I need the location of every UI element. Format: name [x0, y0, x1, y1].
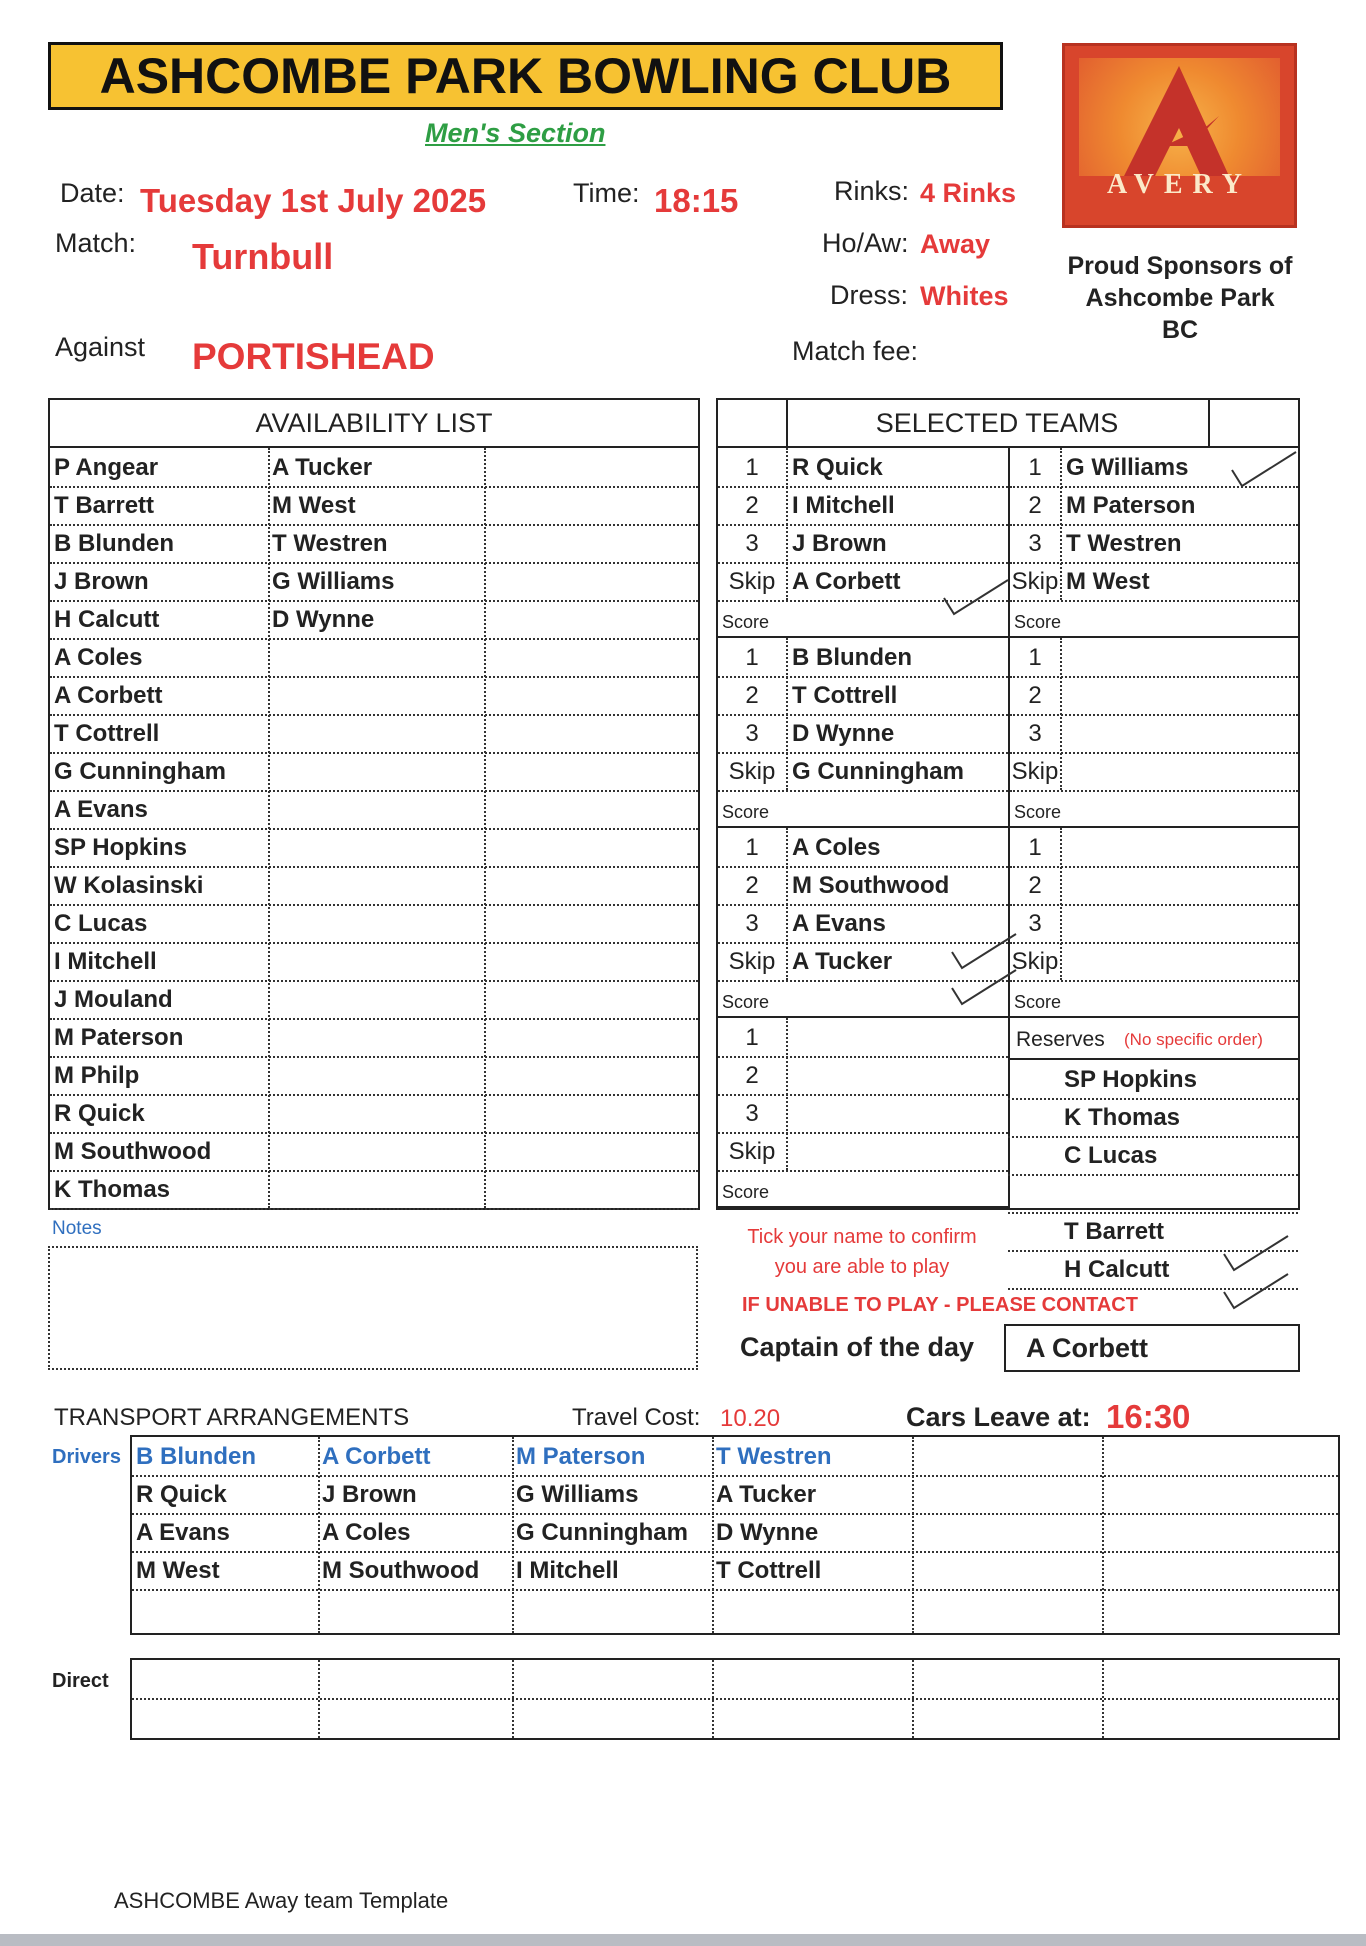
- player-name[interactable]: [1062, 942, 1298, 980]
- availability-name[interactable]: T Barrett: [54, 492, 155, 519]
- player-name[interactable]: [1062, 638, 1298, 676]
- check-icon: [1230, 448, 1300, 497]
- availability-name[interactable]: T Westren: [272, 530, 388, 557]
- player-name[interactable]: A Tucker: [792, 948, 893, 975]
- availability-title: AVAILABILITY LIST: [255, 408, 493, 438]
- availability-name[interactable]: G Cunningham: [54, 758, 226, 785]
- availability-row: [50, 714, 698, 754]
- position-label: 2: [745, 872, 759, 899]
- position-label: 1: [745, 644, 759, 671]
- position-label: 1: [745, 454, 759, 481]
- rinks-value: 4 Rinks: [920, 178, 1017, 208]
- passenger-name[interactable]: G Cunningham: [516, 1519, 688, 1546]
- availability-name[interactable]: [268, 714, 484, 752]
- team-position-row: [718, 1056, 1008, 1096]
- availability-name[interactable]: [268, 980, 484, 1018]
- availability-row: [50, 524, 698, 564]
- passenger-name[interactable]: [1102, 1551, 1338, 1589]
- availability-name[interactable]: [484, 828, 698, 866]
- player-name[interactable]: [788, 1094, 1008, 1132]
- team-position-row: [1010, 524, 1298, 564]
- position-label: Skip: [728, 758, 776, 785]
- availability-row: [50, 752, 698, 792]
- score-label: Score: [722, 802, 770, 822]
- position-label: 3: [745, 530, 759, 557]
- team-position-row: [718, 676, 1008, 716]
- availability-name[interactable]: J Mouland: [54, 986, 173, 1013]
- availability-name[interactable]: A Evans: [54, 796, 148, 823]
- availability-name[interactable]: R Quick: [54, 1100, 145, 1127]
- availability-name[interactable]: [268, 752, 484, 790]
- player-name[interactable]: [788, 1132, 1008, 1170]
- rinks-label: Rinks:: [834, 176, 910, 206]
- availability-name[interactable]: [484, 1094, 698, 1132]
- position-label: Skip: [728, 568, 776, 595]
- team-position-row: [718, 866, 1008, 906]
- team-position-row: [1010, 714, 1298, 754]
- passenger-name[interactable]: A Tucker: [716, 1481, 817, 1508]
- availability-table: [48, 398, 700, 1210]
- player-name[interactable]: D Wynne: [792, 720, 895, 747]
- availability-name[interactable]: [268, 866, 484, 904]
- team-position-row: [718, 714, 1008, 754]
- availability-row: [50, 1056, 698, 1096]
- cars-leave-value: 16:30: [1106, 1398, 1191, 1435]
- availability-name[interactable]: [484, 638, 698, 676]
- availability-row: [50, 1132, 698, 1172]
- availability-name[interactable]: [484, 714, 698, 752]
- availability-name[interactable]: D Wynne: [272, 606, 375, 633]
- team-position-row: [718, 752, 1008, 792]
- player-name[interactable]: M West: [1066, 568, 1150, 595]
- direct-row: [132, 1660, 1338, 1700]
- direct-row: [132, 1698, 1338, 1736]
- availability-name[interactable]: M Philp: [54, 1062, 140, 1089]
- team-position-row: [718, 1094, 1008, 1134]
- team-position-row: [1010, 562, 1298, 602]
- passenger-name[interactable]: [318, 1589, 512, 1627]
- team-position-row: [1010, 942, 1298, 982]
- position-label: Skip: [1011, 948, 1059, 975]
- availability-name[interactable]: [268, 904, 484, 942]
- position-label: Skip: [1011, 568, 1059, 595]
- hoaw-value: Away: [920, 229, 991, 259]
- team-position-row: [1010, 828, 1298, 868]
- player-name[interactable]: A Coles: [792, 834, 881, 861]
- passenger-name[interactable]: [912, 1589, 1102, 1627]
- availability-name[interactable]: M Southwood: [54, 1138, 212, 1165]
- travel-cost-label: Travel Cost:: [572, 1404, 701, 1431]
- availability-row: [50, 866, 698, 906]
- driver-name[interactable]: [1102, 1437, 1338, 1475]
- position-label: 1: [1028, 834, 1042, 861]
- player-name[interactable]: G Williams: [1066, 454, 1189, 481]
- club-title: ASHCOMBE PARK BOWLING CLUB: [48, 42, 1003, 110]
- availability-name[interactable]: I Mitchell: [54, 948, 157, 975]
- notes-box[interactable]: [48, 1246, 698, 1370]
- availability-name[interactable]: [484, 904, 698, 942]
- transport-title: TRANSPORT ARRANGEMENTS: [54, 1404, 410, 1431]
- player-name[interactable]: R Quick: [792, 454, 883, 481]
- date-label: Date:: [60, 178, 125, 208]
- passenger-name[interactable]: R Quick: [136, 1481, 227, 1508]
- reserve-name[interactable]: T Barrett: [1064, 1218, 1165, 1245]
- driver-name[interactable]: T Westren: [716, 1443, 832, 1470]
- reserve-name[interactable]: SP Hopkins: [1064, 1066, 1197, 1093]
- section-title: Men's Section: [425, 118, 606, 148]
- check-icon: [942, 576, 1012, 625]
- team-position-row: [1010, 866, 1298, 906]
- availability-name[interactable]: [268, 1056, 484, 1094]
- availability-name[interactable]: K Thomas: [54, 1176, 171, 1203]
- availability-name[interactable]: [484, 448, 698, 486]
- team-position-row: [1010, 904, 1298, 944]
- reserve-name[interactable]: K Thomas: [1064, 1104, 1181, 1131]
- availability-name[interactable]: [484, 562, 698, 600]
- captain-label: Captain of the day: [740, 1332, 975, 1362]
- avery-logo: [1062, 43, 1297, 228]
- passenger-name[interactable]: G Williams: [516, 1481, 639, 1508]
- player-name[interactable]: J Brown: [792, 530, 887, 557]
- position-label: 2: [745, 1062, 759, 1089]
- availability-row: [50, 1094, 698, 1134]
- match-value: Turnbull: [192, 236, 334, 277]
- reserve-row: [1008, 1060, 1298, 1100]
- transport-row: [132, 1513, 1338, 1553]
- tick-message-line-1: Tick your name to confirm: [747, 1226, 977, 1248]
- travel-cost-value: 10.20: [720, 1405, 781, 1432]
- availability-name[interactable]: C Lucas: [54, 910, 148, 937]
- player-name[interactable]: [788, 1056, 1008, 1094]
- player-name[interactable]: I Mitchell: [792, 492, 895, 519]
- unable-message: IF UNABLE TO PLAY - PLEASE CONTACT: [742, 1294, 1138, 1316]
- score-label: Score: [722, 992, 770, 1012]
- score-label: Score: [1014, 992, 1062, 1012]
- passenger-name[interactable]: [1102, 1475, 1338, 1513]
- score-label: Score: [1014, 612, 1062, 632]
- availability-name[interactable]: [268, 1170, 484, 1208]
- against-value: PORTISHEAD: [192, 336, 435, 377]
- availability-name[interactable]: T Cottrell: [54, 720, 160, 747]
- score-label: Score: [1014, 802, 1062, 822]
- team-position-row: [1010, 752, 1298, 792]
- position-label: 2: [745, 492, 759, 519]
- team-position-row: [718, 828, 1008, 868]
- passenger-name[interactable]: [512, 1589, 712, 1627]
- position-label: 3: [1028, 910, 1042, 937]
- availability-name[interactable]: [484, 790, 698, 828]
- availability-name[interactable]: [268, 942, 484, 980]
- sponsor-line-1: Proud Sponsors of: [1067, 252, 1293, 280]
- reserve-row: [1008, 1136, 1298, 1176]
- position-label: 2: [745, 682, 759, 709]
- player-name[interactable]: A Evans: [792, 910, 886, 937]
- passenger-name[interactable]: [132, 1589, 318, 1627]
- availability-row: [50, 1018, 698, 1058]
- drivers-label: Drivers: [52, 1446, 121, 1468]
- passenger-name[interactable]: [912, 1513, 1102, 1551]
- score-label: Score: [722, 612, 770, 632]
- date-value: Tuesday 1st July 2025: [140, 182, 487, 219]
- availability-name[interactable]: [268, 638, 484, 676]
- dress-label: Dress:: [830, 280, 909, 310]
- availability-name[interactable]: [484, 1132, 698, 1170]
- player-name[interactable]: [1062, 828, 1298, 866]
- availability-name[interactable]: [268, 676, 484, 714]
- availability-name[interactable]: [484, 866, 698, 904]
- availability-row: [50, 1170, 698, 1210]
- match-fee-label: Match fee:: [792, 336, 919, 366]
- availability-name[interactable]: A Tucker: [272, 454, 373, 481]
- availability-name[interactable]: M Paterson: [54, 1024, 184, 1051]
- position-label: 3: [1028, 530, 1042, 557]
- availability-name[interactable]: M West: [272, 492, 356, 519]
- transport-row: [132, 1437, 1338, 1477]
- reserve-name[interactable]: [1060, 1174, 1280, 1212]
- notes-label: Notes: [52, 1218, 102, 1239]
- passenger-name[interactable]: J Brown: [322, 1481, 417, 1508]
- player-name[interactable]: A Corbett: [792, 568, 901, 595]
- passenger-name[interactable]: A Coles: [322, 1519, 411, 1546]
- player-name[interactable]: [1062, 752, 1298, 790]
- availability-name[interactable]: J Brown: [54, 568, 149, 595]
- availability-name[interactable]: A Coles: [54, 644, 143, 671]
- availability-row: [50, 486, 698, 526]
- availability-name[interactable]: [484, 676, 698, 714]
- passenger-name[interactable]: I Mitchell: [516, 1557, 619, 1584]
- availability-name[interactable]: [268, 1018, 484, 1056]
- player-name[interactable]: [788, 1018, 1008, 1056]
- tick-message-line-2: you are able to play: [774, 1256, 950, 1278]
- tick-message: [722, 1222, 1002, 1282]
- team-position-row: [1010, 638, 1298, 678]
- position-label: 3: [745, 1100, 759, 1127]
- player-name[interactable]: G Cunningham: [792, 758, 964, 785]
- team-position-row: [1010, 676, 1298, 716]
- player-name[interactable]: T Cottrell: [792, 682, 898, 709]
- availability-name[interactable]: [484, 600, 698, 638]
- availability-row: [50, 790, 698, 830]
- cars-leave-label: Cars Leave at:: [906, 1402, 1091, 1432]
- player-name[interactable]: [1062, 866, 1298, 904]
- position-label: Skip: [728, 1138, 776, 1165]
- sponsor-line-3: BC: [1161, 316, 1199, 344]
- availability-row: [50, 638, 698, 678]
- availability-name[interactable]: W Kolasinski: [54, 872, 204, 899]
- availability-name[interactable]: [484, 1170, 698, 1208]
- against-label: Against: [55, 332, 146, 362]
- direct-label: Direct: [52, 1670, 109, 1692]
- availability-name[interactable]: [484, 524, 698, 562]
- transport-table: [130, 1435, 1340, 1635]
- availability-name[interactable]: [484, 1056, 698, 1094]
- time-value: 18:15: [654, 182, 739, 219]
- position-label: 1: [745, 1024, 759, 1051]
- position-label: Skip: [728, 948, 776, 975]
- availability-name[interactable]: [268, 790, 484, 828]
- team-position-row: [718, 1132, 1008, 1172]
- passenger-name[interactable]: [912, 1551, 1102, 1589]
- passenger-name[interactable]: A Evans: [136, 1519, 230, 1546]
- player-name[interactable]: B Blunden: [792, 644, 912, 671]
- availability-row: [50, 600, 698, 640]
- passenger-name[interactable]: M West: [136, 1557, 220, 1584]
- captain-name: A Corbett: [1004, 1324, 1300, 1372]
- reserve-name[interactable]: C Lucas: [1064, 1142, 1158, 1169]
- position-label: 1: [1028, 454, 1042, 481]
- availability-name[interactable]: [268, 1094, 484, 1132]
- team-position-row: [718, 486, 1008, 526]
- position-label: 2: [1028, 682, 1042, 709]
- availability-name[interactable]: [268, 828, 484, 866]
- logo-word: AVERY: [1107, 169, 1252, 200]
- position-label: 2: [1028, 872, 1042, 899]
- availability-row: [50, 676, 698, 716]
- player-name[interactable]: M Paterson: [1066, 492, 1196, 519]
- bottom-scan-edge: [0, 1934, 1366, 1946]
- team-position-row: [718, 1018, 1008, 1058]
- team-position-row: [718, 448, 1008, 488]
- position-label: 1: [745, 834, 759, 861]
- availability-name[interactable]: [484, 1018, 698, 1056]
- passenger-name[interactable]: T Cottrell: [716, 1557, 822, 1584]
- player-name[interactable]: [1062, 904, 1298, 942]
- dress-value: Whites: [920, 281, 1009, 311]
- reserves-note: (No specific order): [1124, 1030, 1263, 1049]
- transport-row: [132, 1589, 1338, 1627]
- position-label: 3: [1028, 720, 1042, 747]
- driver-name[interactable]: [912, 1437, 1102, 1475]
- score-label: Score: [722, 1182, 770, 1202]
- availability-name[interactable]: P Angear: [54, 454, 159, 481]
- reserve-name[interactable]: H Calcutt: [1064, 1256, 1170, 1283]
- availability-row: [50, 448, 698, 488]
- availability-name[interactable]: [484, 486, 698, 524]
- check-icon: [950, 966, 1020, 1015]
- availability-row: [50, 828, 698, 868]
- availability-name[interactable]: [484, 942, 698, 980]
- position-label: 3: [745, 720, 759, 747]
- availability-name[interactable]: G Williams: [272, 568, 395, 595]
- availability-name[interactable]: SP Hopkins: [54, 834, 187, 861]
- position-label: 2: [1028, 492, 1042, 519]
- availability-row: [50, 942, 698, 982]
- reserves-label: Reserves: [1016, 1028, 1105, 1051]
- availability-name[interactable]: B Blunden: [54, 530, 174, 557]
- passenger-name[interactable]: [1102, 1513, 1338, 1551]
- availability-name[interactable]: [268, 1132, 484, 1170]
- position-label: 1: [1028, 644, 1042, 671]
- passenger-name[interactable]: M Southwood: [322, 1557, 480, 1584]
- passenger-name[interactable]: [912, 1475, 1102, 1513]
- availability-row: [50, 980, 698, 1020]
- availability-name[interactable]: [484, 980, 698, 1018]
- availability-name[interactable]: H Calcutt: [54, 606, 160, 633]
- selected-teams-title: SELECTED TEAMS: [875, 408, 1119, 438]
- availability-row: [50, 904, 698, 944]
- reserve-row: [1008, 1174, 1298, 1214]
- check-icon: [1222, 1270, 1292, 1319]
- passenger-name[interactable]: D Wynne: [716, 1519, 819, 1546]
- transport-row: [132, 1551, 1338, 1591]
- player-name[interactable]: [1062, 676, 1298, 714]
- availability-name[interactable]: [484, 752, 698, 790]
- team-position-row: [718, 638, 1008, 678]
- position-label: 3: [745, 910, 759, 937]
- match-label: Match:: [55, 228, 137, 258]
- direct-table: [130, 1658, 1340, 1740]
- footer-text: ASHCOMBE Away team Template: [114, 1888, 449, 1913]
- hoaw-label: Ho/Aw:: [822, 228, 909, 258]
- sponsor-line-2: Ashcombe Park: [1085, 284, 1275, 312]
- time-label: Time:: [573, 178, 640, 208]
- sponsor-text: [1050, 250, 1310, 346]
- availability-name[interactable]: A Corbett: [54, 682, 163, 709]
- driver-name[interactable]: M Paterson: [516, 1443, 646, 1470]
- position-label: Skip: [1011, 758, 1059, 785]
- driver-name[interactable]: B Blunden: [136, 1443, 256, 1470]
- passenger-name[interactable]: [712, 1589, 912, 1627]
- player-name[interactable]: T Westren: [1066, 530, 1182, 557]
- driver-name[interactable]: A Corbett: [322, 1443, 431, 1470]
- passenger-name[interactable]: [1102, 1589, 1338, 1627]
- transport-row: [132, 1475, 1338, 1515]
- availability-row: [50, 562, 698, 602]
- reserve-row: [1008, 1098, 1298, 1138]
- player-name[interactable]: [1062, 714, 1298, 752]
- player-name[interactable]: M Southwood: [792, 872, 950, 899]
- team-position-row: [718, 524, 1008, 564]
